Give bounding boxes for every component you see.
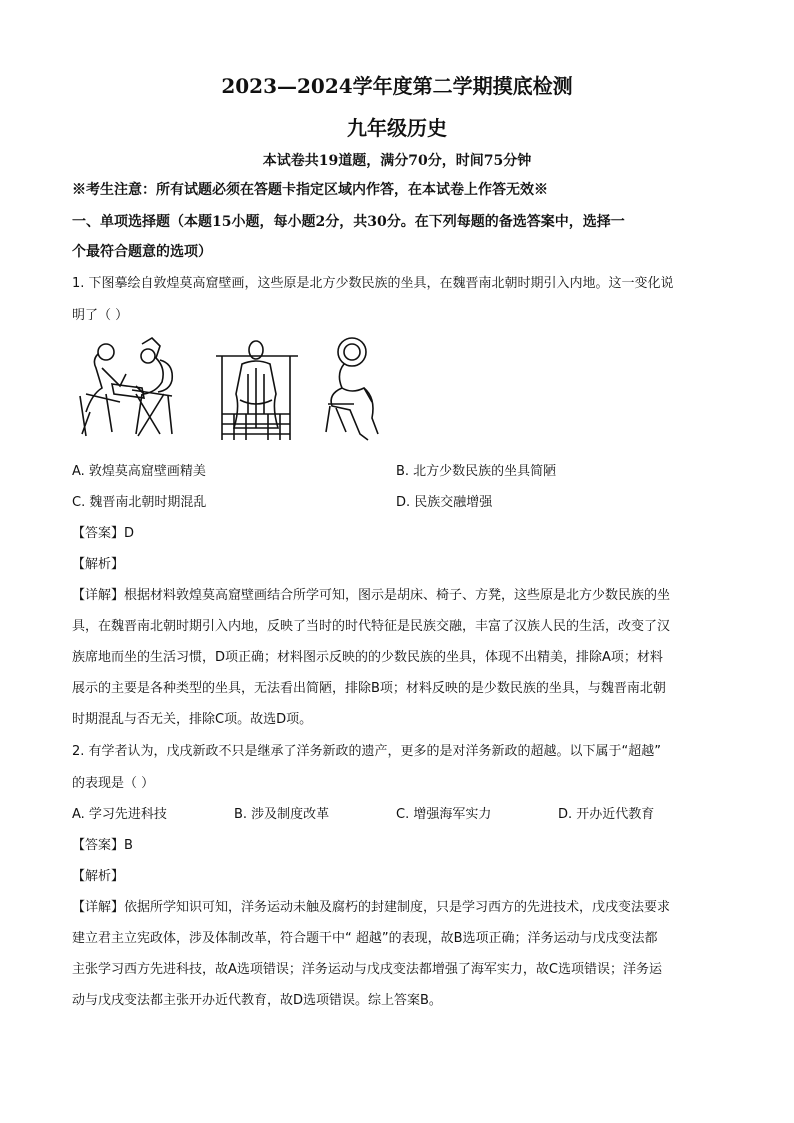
q1-detail-line: 族席地而坐的生活习惯，D项正确；材料图示反映的的少数民族的坐具，体现不出精美，排除A项；材料 <box>72 650 663 665</box>
q1-option-b[interactable]: B. 北方少数民族的坐具简陋 <box>396 464 557 479</box>
q2-option-a[interactable]: A. 学习先进科技 <box>72 807 167 822</box>
q1-detail-line: 时期混乱与否无关，排除C项。故选D项。 <box>72 712 313 727</box>
section-heading-line2: 个最符合题意的选项） <box>72 244 212 260</box>
q2-detail-line: 主张学习西方先进科技，故A选项错误；洋务运动与戊戌变法都增强了海军实力，故C选项错误；洋务运 <box>72 962 662 977</box>
q1-stem-line1: 1. 下图摹绘自敦煌莫高窟壁画，这些原是北方少数民族的坐具，在魏晋南北朝时期引入内地。这一变化说 <box>72 276 674 291</box>
q2-detail-line: 【详解】依据所学知识可知，洋务运动未触及腐朽的封建制度，只是学习西方的先进技术，戊戌变法要求 <box>72 900 671 915</box>
q1-option-c[interactable]: C. 魏晋南北朝时期混乱 <box>72 495 207 510</box>
q1-detail-line: 【详解】根据材料敦煌莫高窟壁画结合所学可知，图示是胡床、椅子、方凳，这些原是北方少数民族的坐 <box>72 588 671 603</box>
q2-detail-line: 建立君主立宪政体，涉及体制改革，符合题干中“ 超越”的表现，故B选项正确；洋务运动与戊戌变法都 <box>72 931 658 946</box>
exam-title: 2023—2024学年度第二学期摸底检测 <box>221 74 573 98</box>
q2-stem-line2: 的表现是（ ） <box>72 776 155 791</box>
q2-analysis: 【解析】 <box>72 869 125 884</box>
q1-figure-hu-bed <box>72 334 182 446</box>
q2-answer: 【答案】B <box>72 838 133 853</box>
exam-notice: ※考生注意：所有试题必须在答题卡指定区域内作答，在本试卷上作答无效※ <box>72 182 548 198</box>
q2-option-c[interactable]: C. 增强海军实力 <box>396 807 492 822</box>
q2-stem-line1: 2. 有学者认为，戊戌新政不只是继承了洋务新政的遗产，更多的是对洋务新政的超越。以下属于“超越” <box>72 744 662 759</box>
q1-figure-stool <box>322 334 392 446</box>
section-heading-line1: 一、单项选择题（本题15小题，每小题2分，共30分。在下列每题的备选答案中，选择一 <box>72 214 625 230</box>
q2-option-b[interactable]: B. 涉及制度改革 <box>234 807 330 822</box>
q1-figure-chair <box>212 334 302 446</box>
q2-option-d[interactable]: D. 开办近代教育 <box>558 807 655 822</box>
q1-detail-line: 具，在魏晋南北朝时期引入内地，反映了当时的时代特征是民族交融，丰富了汉族人民的生活，改变了汉 <box>72 619 671 634</box>
exam-info: 本试卷共19道题，满分70分，时间75分钟 <box>262 153 532 169</box>
q2-detail-line: 动与戊戌变法都主张开办近代教育，故D选项错误。综上答案B。 <box>72 993 442 1008</box>
q1-option-a[interactable]: A. 敦煌莫高窟壁画精美 <box>72 464 206 479</box>
q1-analysis: 【解析】 <box>72 557 125 572</box>
q1-option-d[interactable]: D. 民族交融增强 <box>396 495 493 510</box>
subject-title: 九年级历史 <box>347 116 447 140</box>
q1-detail-line: 展示的主要是各种类型的坐具，无法看出简陋，排除B项；材料反映的是少数民族的坐具，与魏晋南北朝 <box>72 681 666 696</box>
q1-stem-line2: 明了（ ） <box>72 308 129 323</box>
q1-answer: 【答案】D <box>72 526 135 541</box>
